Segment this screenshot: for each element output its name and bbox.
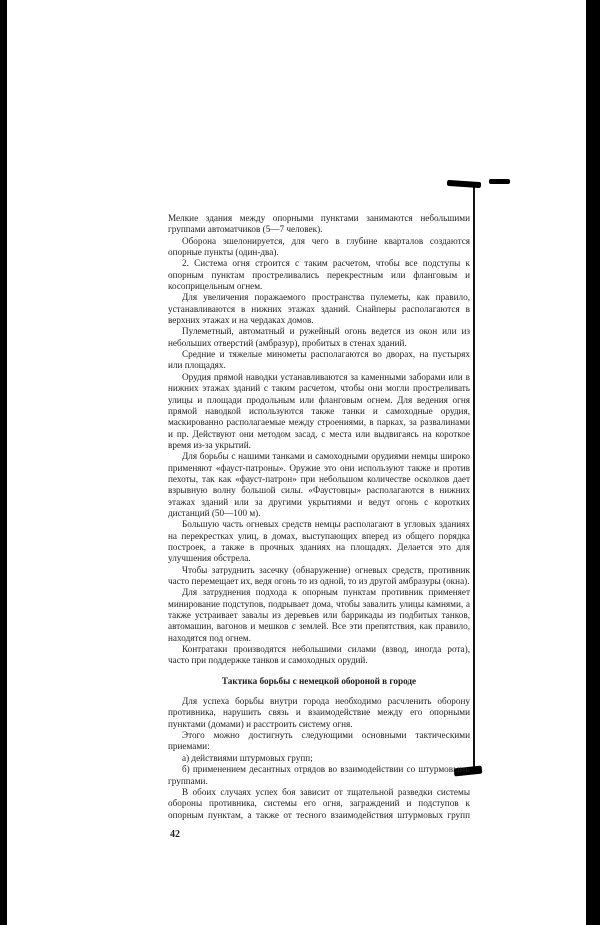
paragraph: Этого можно достигнуть следующими основными тактическими приемами: bbox=[168, 730, 470, 752]
paragraph: Средние и тяжелые минометы располагаются во дворах, на пустырях или площадях. bbox=[168, 349, 470, 371]
paragraph: Для успеха борьбы внутри города необходимо расчленить оборону противника, нарушить связь и взаимодействие между его опорными пунктами (домами) и расстроить систему огня. bbox=[168, 696, 470, 729]
paragraph: Оборона эшелонируется, для чего в глубине кварталов создаются опорные пункты (один-два). bbox=[168, 235, 470, 258]
paragraph: Большую часть огневых средств немцы располагают в угловых зданиях на перекрестках улиц, в домах, выступающих вперед из общего порядка построек, а также в прочных зданиях на площадях. Делается это для улучшения обстрела. bbox=[168, 519, 470, 564]
list-item: б) применением десантных отрядов во взаимодействии со штурмовыми группами. bbox=[168, 764, 470, 786]
paragraph: Для увеличения поражаемого пространства пулеметы, как правило, устанавливаются в нижних этажах зданий. Снайперы располагаются в верхних этажах и на чердаках домов. bbox=[168, 292, 470, 326]
paragraph: Пулеметный, автоматный и ружейный огонь ведется из окон или из небольших отверстий (амбразур), пробитых в стенах зданий. bbox=[168, 326, 470, 348]
list-item: а) действиями штурмовых групп; bbox=[182, 752, 313, 763]
paragraph: Для затруднения подхода к опорным пунктам противник применяет минирование подступов, подрывает дома, чтобы завалить улицы камнями, а также устраивает завалы из деревьев или баррикады из подбитых танков, автомашин, вагонов и мешков с землей. Все эти препятствия, как правило, находятся под огнем. bbox=[168, 587, 470, 643]
paragraph: Контратаки производятся небольшими силами (взвод, иногда рота), часто при поддержке танков и самоходных орудий. bbox=[168, 644, 470, 666]
paragraph: Мелкие здания между опорными пунктами занимаются небольшими группами автоматчиков (5—7 человек). bbox=[168, 213, 470, 235]
paragraph: В обоих случаях успех боя зависит от тщательной разведки системы обороны противника, системы его огня, заграждений и подступов к опорным пунктам, а также от тесного взаимодействия штурмовых групп bbox=[168, 786, 470, 820]
binding-line bbox=[473, 186, 475, 772]
paragraph: Чтобы затруднить засечку (обнаружение) огневых средств, противник часто перемещает их, ведя огонь то из одной, то из другой амбразуры (окна). bbox=[168, 564, 470, 586]
page-number: 42 bbox=[170, 828, 180, 840]
scan-mark bbox=[489, 179, 510, 184]
section-heading: Тактика борьбы с немецкой обороной в городе bbox=[221, 675, 417, 686]
scan-border-left bbox=[0, 0, 7, 925]
paragraph: Орудия прямой наводки устанавливаются за каменными заборами или в нижних этажах зданий с таким расчетом, чтобы они могли простреливать улицы и площади продольным или фланговым огнем. Для ведения огня прямой наводкой используются также танки и самоходные орудия, маскированно располагаемые между строениями, в парках, за развалинами и пр. Действуют они методом засад, с места или выдвигаясь на короткое время из-за укрытий. bbox=[168, 371, 470, 450]
scan-border-right bbox=[586, 0, 600, 925]
scan-mark bbox=[447, 180, 481, 188]
paragraph: 2. Система огня строится с таким расчетом, чтобы все подступы к опорным пунктам простреливались перекрестным или фланговым и косоприцельным огнем. bbox=[168, 258, 470, 292]
paragraph: Для борьбы с нашими танками и самоходными орудиями немцы широко применяют «фауст-патроны». Оружие это они используют также и против пехоты, так как «фауст-патрон» при небольшом количестве осколков дает взрывную волну большой силы. «Фаустовцы» располагаются в нижних этажах зданий или за другими укрытиями и ведут огонь с коротких дистанций (50—100 м). bbox=[168, 451, 470, 518]
document-body bbox=[168, 213, 470, 841]
